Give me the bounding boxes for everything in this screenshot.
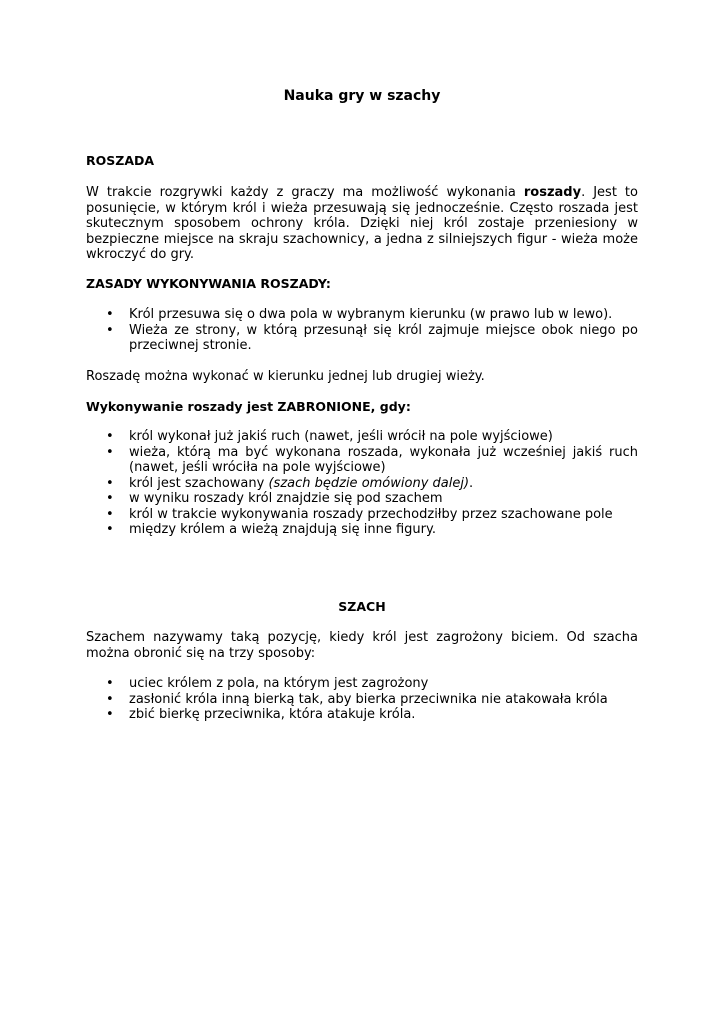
roszada-intro-text-1: W trakcie rozgrywki każdy z graczy ma możliwość wykonania — [86, 185, 524, 200]
list-item: • zbić bierkę przeciwnika, która atakuje króla. — [86, 707, 638, 723]
list-item: • Wieża ze strony, w którą przesunął się król zajmuje miejsce obok niego po przeciwnej stronie. — [86, 323, 638, 354]
forbidden-list — [86, 429, 638, 538]
list-item: • Król przesuwa się o dwa pola w wybranym kierunku (w prawo lub w lewo). — [86, 307, 638, 323]
roszada-intro-text-2: . Jest to posunięcie, w którym król i wieża przesuwają się jednocześnie. Często roszada jest skutecznym sposobem ochrony króla. Dzięki niej król zostaje przeniesiony w bezpieczne miejsce na skraju szachownicy, a jedna z silniejszych figur - wieża może wkroczyć do gry. — [86, 185, 638, 262]
rules-heading: ZASADY WYKONYWANIA ROSZADY: — [86, 276, 331, 291]
list-item-suffix: . — [469, 475, 474, 491]
list-item: • w wyniku roszady król znajdzie się pod szachem — [86, 491, 638, 507]
list-item: • król w trakcie wykonywania roszady przechodziłby przez szachowane pole — [86, 507, 638, 523]
direction-note: Roszadę można wykonać w kierunku jednej lub drugiej wieży. — [86, 369, 485, 384]
list-item: • wieża, którą ma być wykonana roszada, wykonała już wcześniej jakiś ruch (nawet, jeśli wróciła na pole wyjściowe) — [86, 445, 638, 476]
list-item: • zasłonić króla inną bierką tak, aby bierka przeciwnika nie atakowała króla — [86, 692, 638, 708]
list-item: • uciec królem z pola, na którym jest zagrożony — [86, 676, 638, 692]
szach-defense-list — [86, 676, 638, 723]
roszada-term-bold: roszady — [523, 185, 582, 200]
szach-intro-paragraph: Szachem nazywamy taką pozycję, kiedy król jest zagrożony biciem. Od szacha można obronić się na trzy sposoby: — [86, 630, 638, 661]
list-item: • między królem a wieżą znajdują się inne figury. — [86, 522, 638, 538]
list-item — [86, 476, 638, 492]
list-item-text: król jest szachowany — [129, 475, 269, 491]
forbidden-heading: Wykonywanie roszady jest ZABRONIONE, gdy: — [86, 399, 411, 414]
section-heading-szach: SZACH — [338, 599, 386, 614]
document-title: Nauka gry w szachy — [283, 88, 441, 104]
list-item-italic-note: (szach będzie omówiony dalej) — [268, 475, 470, 491]
roszada-intro-paragraph — [86, 185, 638, 263]
rules-list — [86, 307, 638, 354]
section-heading-roszada: ROSZADA — [86, 153, 155, 168]
list-item: • król wykonał już jakiś ruch (nawet, jeśli wrócił na pole wyjściowe) — [86, 429, 638, 445]
